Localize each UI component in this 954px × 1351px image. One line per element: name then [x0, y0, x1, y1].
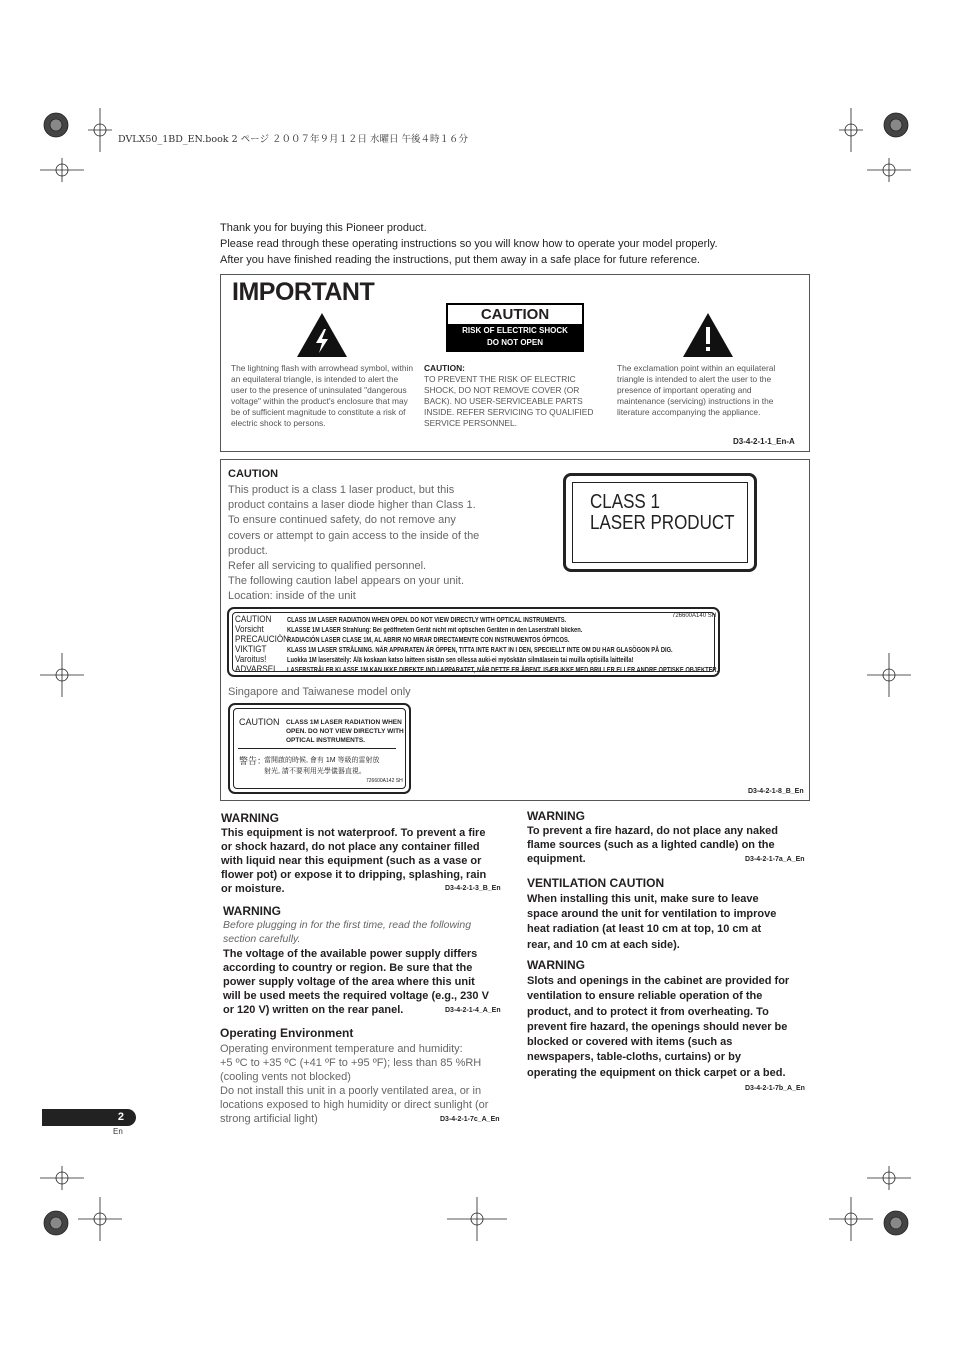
intro-line: Please read through these operating instructions so you will know how to operate your model properly.	[220, 238, 718, 250]
label-row-key: VIKTIGT	[235, 644, 267, 654]
laser-line: covers or attempt to gain access to the inside of the	[228, 529, 480, 542]
doc-code: D3-4-2-1-8_B_En	[748, 788, 804, 795]
warning-heading: WARNING	[223, 904, 281, 918]
text-line: Before plugging in for the first time, read the following	[223, 919, 472, 931]
class1-label-text	[590, 492, 735, 534]
doc-code: D3-4-2-1-4_A_En	[445, 1007, 501, 1014]
text-line: newspapers, table-cloths, curtains) or by	[527, 1051, 741, 1064]
text-line: heat radiation (at least 10 cm at top, 10 cm at	[527, 923, 762, 936]
label-code: 726600A140 SH	[672, 613, 717, 619]
text-line: ventilation to ensure reliable operation of the	[527, 990, 763, 1003]
laser-line: To ensure continued safety, do not remove any	[228, 514, 456, 527]
text-line: locations exposed to high humidity or direct sunlight (or	[220, 1099, 489, 1111]
text-line: Do not install this unit in a poorly ventilated area, or in	[220, 1085, 482, 1097]
class1-label-line: CLASS 1	[590, 491, 660, 513]
shock-caution-title: CAUTION	[480, 306, 550, 323]
caution-description-head: CAUTION:	[424, 363, 465, 373]
small-label-line: 射光, 請不要利用光學儀器直視。	[264, 768, 366, 775]
multilingual-caution-label	[227, 607, 720, 677]
text-line: (cooling vents not blocked)	[220, 1071, 351, 1083]
env-heading: Operating Environment	[220, 1026, 354, 1040]
label-row-text: KLASSE 1M LASER Strahlung: Bei geöffnetem Gerät nicht mit optischen Geräten in den Laserstrahl blicken.	[287, 627, 583, 634]
label-row-key: CAUTION	[235, 614, 272, 624]
small-label-cn-text	[264, 755, 380, 777]
doc-code: D3-4-2-1-7a_A_En	[745, 856, 805, 863]
important-title: IMPORTANT	[232, 278, 375, 306]
small-label-line: CLASS 1M LASER RADIATION WHEN	[286, 719, 402, 726]
text-line: rear, and 10 cm at each side).	[527, 938, 680, 951]
label-row-text: KLASS 1M LASER STRÅLNING. NÄR APPARATEN ÄR ÖPPEN, TITTA INTE RAKT IN I DEN, SPECIELLT INTE OM DU HAR GLASÖGON PÅ DIG.	[287, 647, 673, 654]
intro-line: Thank you for buying this Pioneer product.	[220, 222, 427, 234]
text-line: This equipment is not waterproof. To prevent a fire	[221, 827, 486, 839]
text-line: with liquid near this equipment (such as a vase or	[221, 855, 482, 867]
small-label-cn-key: 警告：	[239, 756, 267, 766]
text-line: product, and to protect it from overheating. To	[527, 1005, 769, 1018]
env-text	[220, 1042, 512, 1126]
language-code: En	[113, 1127, 123, 1136]
label-row	[235, 624, 647, 634]
laser-line: product contains a laser diode higher than Class 1.	[228, 499, 476, 512]
laser-line: This product is a class 1 laser product, but this	[228, 484, 455, 496]
text-line: To prevent a fire hazard, do not place any naked	[527, 825, 779, 837]
doc-code: D3-4-2-1-1_En-A	[733, 437, 795, 446]
warning-voltage-intro	[223, 918, 513, 946]
laser-caution-body	[228, 483, 508, 605]
label-row-text: RADIACIÓN LASER CLASE 1M, AL ABRIR NO MIRAR DIRECTAMENTE CON INSTRUMENTOS ÓPTICOS.	[287, 637, 570, 644]
label-row-key: Varoitus!	[235, 654, 267, 664]
doc-code: D3-4-2-1-3_B_En	[445, 885, 501, 892]
text-line: Operating environment temperature and humidity:	[220, 1043, 463, 1055]
warning-heading: WARNING	[221, 811, 279, 825]
laser-line: product.	[228, 544, 268, 557]
text-line: or moisture.	[221, 883, 285, 895]
text-line: +5 ºC to +35 ºC (+41 ºF to +95 ºF); less than 85 %RH	[220, 1057, 482, 1069]
label-row-key: ADVARSEL	[235, 664, 278, 674]
text-line: operating the equipment on thick carpet or a bed.	[527, 1066, 786, 1079]
text-line: section carefully.	[223, 933, 301, 945]
text-line: power supply voltage of the area where this unit	[223, 976, 475, 988]
small-label-code: 726600A142 SH	[366, 778, 403, 784]
exclamation-description: The exclamation point within an equilateral triangle is intended to alert the user to the presence of important operating and maintenance (servicing) instructions in the literature accompanying the appliance.	[617, 363, 776, 417]
label-row-key: Vorsicht	[235, 624, 264, 634]
page-number: 2	[117, 1111, 124, 1123]
lightning-description: The lightning flash with arrowhead symbol, within an equilateral triangle, is intended to alert the user to the presence of uninsulated "dangerous voltage" within the product's enclosure that may be of sufficient magnitude to constitute a risk of electric shock to persons.	[231, 363, 414, 428]
shock-caution-subtitle	[448, 324, 582, 350]
print-header: DVLX50_1BD_EN.book 2 ページ ２００７年９月１２日 水曜日 午後４時１６分	[118, 134, 469, 145]
small-label-line: OPTICAL INSTRUMENTS.	[286, 737, 365, 744]
warning-openings-text	[527, 974, 812, 1081]
laser-line: The following caution label appears on your unit.	[228, 575, 465, 588]
caution-description-text: TO PREVENT THE RISK OF ELECTRIC SHOCK, DO NOT REMOVE COVER (OR BACK). NO USER-SERVICEABLE PARTS INSIDE. REFER SERVICING TO QUALIFIED SERVICE PERSONNEL.	[424, 374, 594, 428]
warning-heading: WARNING	[527, 809, 585, 823]
warning-heading: WARNING	[527, 958, 585, 972]
text-line: blocked or covered with items (such as	[527, 1036, 733, 1049]
doc-code: D3-4-2-1-7c_A_En	[440, 1116, 500, 1123]
ventilation-text	[527, 892, 812, 953]
text-line: equipment.	[527, 853, 586, 865]
label-row-text: Luokka 1M lasersäteily: Älä koskaan katso laitteen sisään sen ollessa auki-ei myöskään silmälasein tai muilla optisilla laitteilla!	[287, 657, 634, 664]
small-label-key: CAUTION	[239, 717, 280, 727]
label-divider	[238, 748, 396, 749]
text-line: flower pot) or expose it to dripping, splashing, rain	[221, 869, 487, 881]
laser-caution-head: CAUTION	[228, 468, 279, 480]
class1-label-line: LASER PRODUCT	[590, 512, 735, 534]
laser-line: Location: inside of the unit	[228, 590, 356, 603]
text-line: flame sources (such as a lighted candle) on the	[527, 839, 775, 851]
sg-tw-caution-label	[228, 703, 411, 794]
caution-description	[424, 363, 604, 429]
text-line: Slots and openings in the cabinet are provided for	[527, 975, 790, 987]
ventilation-heading: VENTILATION CAUTION	[527, 876, 665, 890]
small-label-line: 當開啟的時候, 會有 1M 等級的雷射放	[264, 757, 380, 764]
shock-caution-line: RISK OF ELECTRIC SHOCK	[462, 326, 568, 335]
doc-code: D3-4-2-1-7b_A_En	[745, 1085, 805, 1092]
label-row	[235, 644, 757, 654]
label-row-key: PRECAUCIÓN	[235, 634, 290, 644]
class1-laser-label	[563, 473, 757, 572]
label-row-text: LASERSTRÅLER KLASSE 1M KAN IKKE DIREKTE IND I APPARATET, NÅR DETTE ER ÅBENT. ISÆR IKKE MED BRILLER ELLER ANDRE OPTISKE OBJEKTER.	[287, 667, 719, 674]
text-line: or 120 V) written on the rear panel.	[223, 1004, 404, 1016]
text-line: The voltage of the available power supply differs	[223, 948, 478, 960]
sg-tw-title: Singapore and Taiwanese model only	[228, 686, 411, 698]
text-line: prevent fire hazard, the openings should never be	[527, 1020, 788, 1033]
text-line: strong artificial light)	[220, 1113, 318, 1125]
label-row-text: CLASS 1M LASER RADIATION WHEN OPEN. DO NOT VIEW DIRECTLY WITH OPTICAL INSTRUMENTS.	[287, 617, 567, 624]
laser-line: Refer all servicing to qualified personnel.	[228, 560, 427, 573]
shock-caution-label	[446, 303, 584, 352]
intro-line: After you have finished reading the instructions, put them away in a safe place for future reference.	[220, 254, 700, 266]
text-line: When installing this unit, make sure to leave	[527, 893, 759, 905]
label-row	[235, 654, 710, 664]
intro-text	[220, 220, 718, 268]
text-line: space around the unit for ventilation to improve	[527, 908, 777, 921]
shock-caution-line: DO NOT OPEN	[486, 337, 543, 347]
text-line: will be used meets the required voltage (e.g., 230 V	[223, 990, 489, 1002]
label-row	[235, 664, 813, 674]
label-row	[235, 614, 627, 624]
text-line: according to country or region. Be sure that the	[223, 962, 473, 974]
text-line: or shock hazard, do not place any container filled	[221, 841, 480, 853]
small-label-text	[286, 718, 404, 745]
label-row	[235, 634, 631, 644]
small-label-line: OPEN. DO NOT VIEW DIRECTLY WITH	[286, 728, 404, 735]
lightning-warning-icon	[296, 312, 348, 358]
exclamation-warning-icon	[682, 312, 734, 358]
page-number-tab	[42, 1109, 136, 1126]
